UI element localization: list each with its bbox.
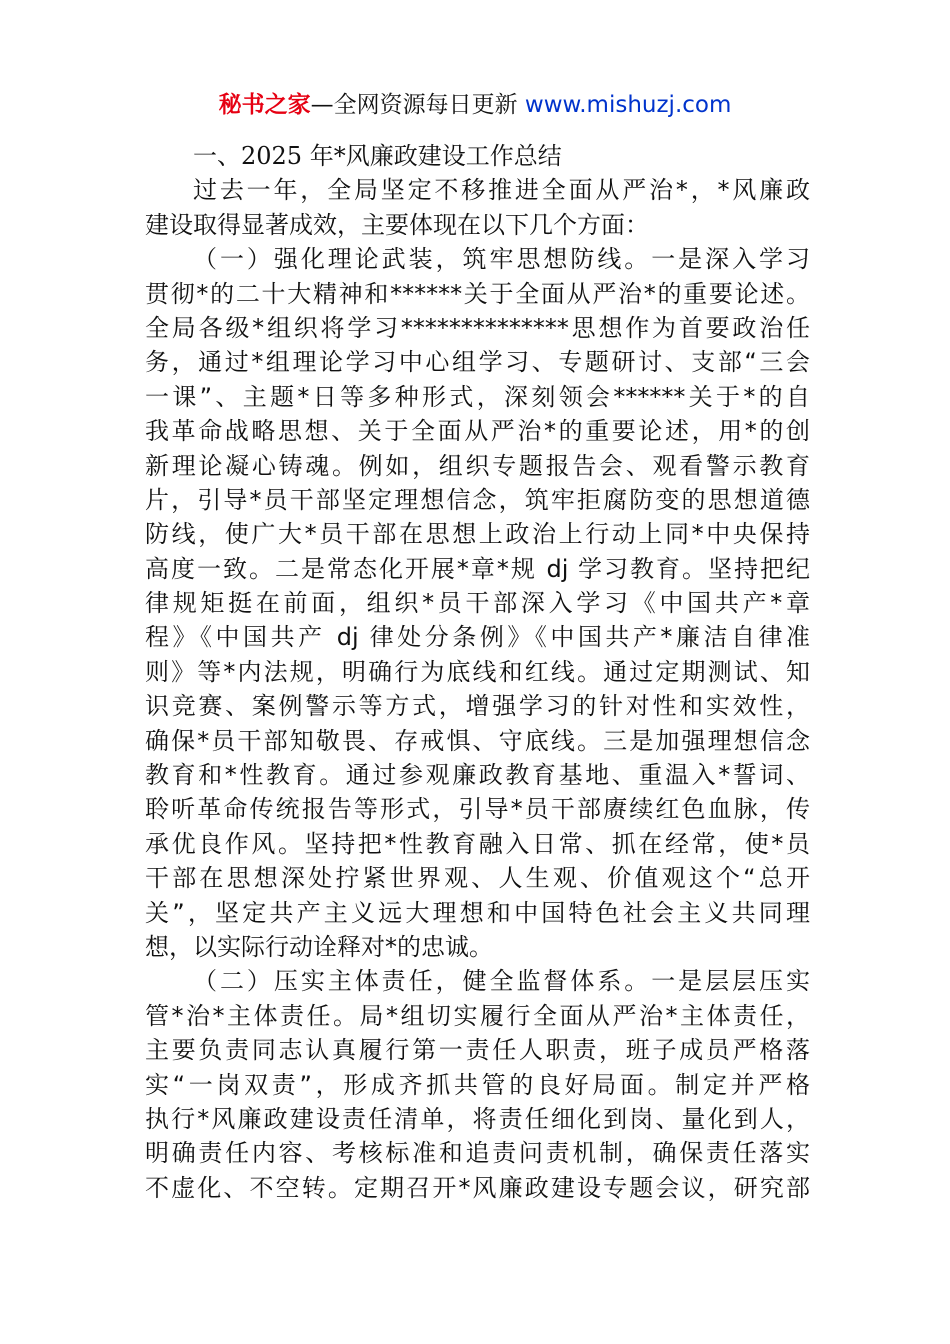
subsection-line: （二）压实主体责任，健全监督体系。一是层层压实 bbox=[193, 967, 810, 996]
text-line: 贯彻*的二十大精神和******关于全面从严治*的重要论述。 bbox=[145, 279, 810, 308]
text-line: 聆听革命传统报告等形式，引导*员干部赓续红色血脉，传 bbox=[145, 795, 810, 824]
text-line: 高度一致。二是常态化开展*章*规 dj 学习教育。坚持把纪 bbox=[145, 554, 810, 583]
text-line: 程》《中国共产 dj 律处分条例》《中国共产*廉洁自律准 bbox=[145, 623, 810, 652]
text-line: 承优良作风。坚持把*性教育融入日常、抓在经常，使*员 bbox=[145, 829, 810, 858]
text-line: 执行*风廉政建设责任清单，将责任细化到岗、量化到人， bbox=[145, 1104, 810, 1133]
text-line: 我革命战略思想、关于全面从严治*的重要论述，用*的创 bbox=[145, 417, 810, 446]
text-line: 律规矩挺在前面，组织*员干部深入学习《中国共产*章 bbox=[145, 589, 810, 618]
text-line: 干部在思想深处拧紧世界观、人生观、价值观这个“总开 bbox=[145, 864, 810, 893]
text-line: 主要负责同志认真履行第一责任人职责，班子成员严格落 bbox=[145, 1036, 810, 1065]
site-url[interactable]: www.mishuzj.com bbox=[524, 92, 732, 118]
header-slogan: —全网资源每日更新 bbox=[310, 92, 525, 118]
text-line: 防线，使广大*员干部在思想上政治上行动上同*中央保持 bbox=[145, 520, 810, 549]
text-line: 片，引导*员干部坚定理想信念，筑牢拒腐防变的思想道德 bbox=[145, 485, 810, 514]
brand-name: 秘书之家 bbox=[218, 92, 311, 118]
subsection-line: （一）强化理论武装，筑牢思想防线。一是深入学习 bbox=[193, 245, 810, 274]
text-line: 建设取得显著成效，主要体现在以下几个方面： bbox=[145, 210, 649, 239]
text-line: 管*治*主体责任。局*组切实履行全面从严治*主体责任， bbox=[145, 1001, 810, 1030]
text-line: 新理论凝心铸魂。例如，组织专题报告会、观看警示教育 bbox=[145, 451, 810, 480]
section-heading: 一、2025 年*风廉政建设工作总结 bbox=[193, 142, 562, 170]
text-line: 则》等*内法规，明确行为底线和红线。通过定期测试、知 bbox=[145, 657, 810, 686]
text-line: 关”，坚定共产主义远大理想和中国特色社会主义共同理 bbox=[145, 898, 810, 927]
text-line: 明确责任内容、考核标准和追责问责机制，确保责任落实 bbox=[145, 1139, 810, 1168]
text-line: 全局各级*组织将学习**************思想作为首要政治任 bbox=[145, 313, 810, 342]
text-line: 识竞赛、案例警示等方式，增强学习的针对性和实效性， bbox=[145, 692, 810, 721]
text-line: 教育和*性教育。通过参观廉政教育基地、重温入*誓词、 bbox=[145, 761, 810, 790]
text-line: 过去一年，全局坚定不移推进全面从严治*，*风廉政 bbox=[193, 176, 810, 205]
text-line: 一课”、主题*日等多种形式，深刻领会******关于*的自 bbox=[145, 382, 810, 411]
text-line: 想，以实际行动诠释对*的忠诚。 bbox=[145, 932, 493, 961]
text-line: 实“一岗双责”，形成齐抓共管的良好局面。制定并严格 bbox=[145, 1070, 810, 1099]
text-line: 务，通过*组理论学习中心组学习、专题研讨、支部“三会 bbox=[145, 348, 810, 377]
text-line: 不虚化、不空转。定期召开*风廉政建设专题会议，研究部 bbox=[145, 1173, 810, 1202]
site-header bbox=[0, 88, 950, 122]
text-line: 确保*员干部知敬畏、存戒惧、守底线。三是加强理想信念 bbox=[145, 726, 810, 755]
document-body bbox=[145, 139, 810, 1205]
